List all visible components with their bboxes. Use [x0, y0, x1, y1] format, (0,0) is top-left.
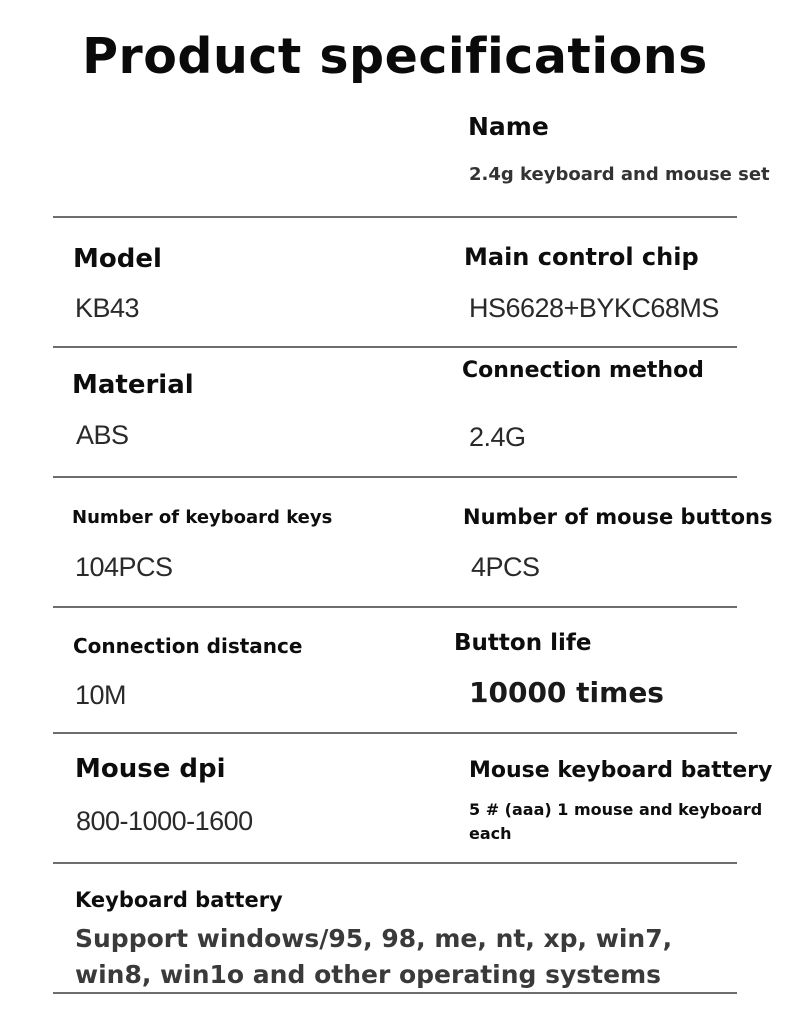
name-label: Name [468, 112, 549, 141]
material-label: Material [72, 370, 194, 400]
divider [53, 992, 737, 994]
divider [53, 732, 737, 734]
material-value: ABS [76, 420, 129, 450]
chip-value: HS6628+BYKC68MS [469, 293, 719, 323]
connection-method-value: 2.4G [469, 422, 526, 452]
page-title: Product specifications [82, 28, 708, 85]
connection-method-label: Connection method [462, 358, 704, 383]
battery-value: 5 # (aaa) 1 mouse and keyboard each [469, 800, 763, 843]
name-value: 2.4g keyboard and mouse set [469, 164, 770, 185]
keyboard-keys-label: Number of keyboard keys [72, 507, 333, 528]
divider [53, 476, 737, 478]
keyboard-keys-value: 104PCS [75, 552, 173, 582]
model-value: KB43 [75, 293, 140, 323]
mouse-buttons-label: Number of mouse buttons [463, 505, 773, 529]
divider [53, 862, 737, 864]
keyboard-battery-value: Support windows/95, 98, me, nt, xp, win7, win8, win1o and other operating systems [75, 924, 673, 989]
divider [53, 606, 737, 608]
mouse-dpi-value: 800-1000-1600 [76, 806, 253, 836]
divider [53, 346, 737, 348]
chip-label: Main control chip [464, 243, 699, 271]
connection-distance-label: Connection distance [73, 634, 303, 658]
button-life-value: 10000 times [469, 676, 664, 709]
model-label: Model [73, 244, 162, 274]
mouse-dpi-label: Mouse dpi [75, 754, 226, 784]
keyboard-battery-label: Keyboard battery [75, 888, 283, 912]
button-life-label: Button life [454, 630, 592, 656]
mouse-buttons-value: 4PCS [471, 552, 540, 582]
battery-label: Mouse keyboard battery [469, 758, 773, 783]
connection-distance-value: 10M [75, 680, 127, 710]
divider [53, 216, 737, 218]
